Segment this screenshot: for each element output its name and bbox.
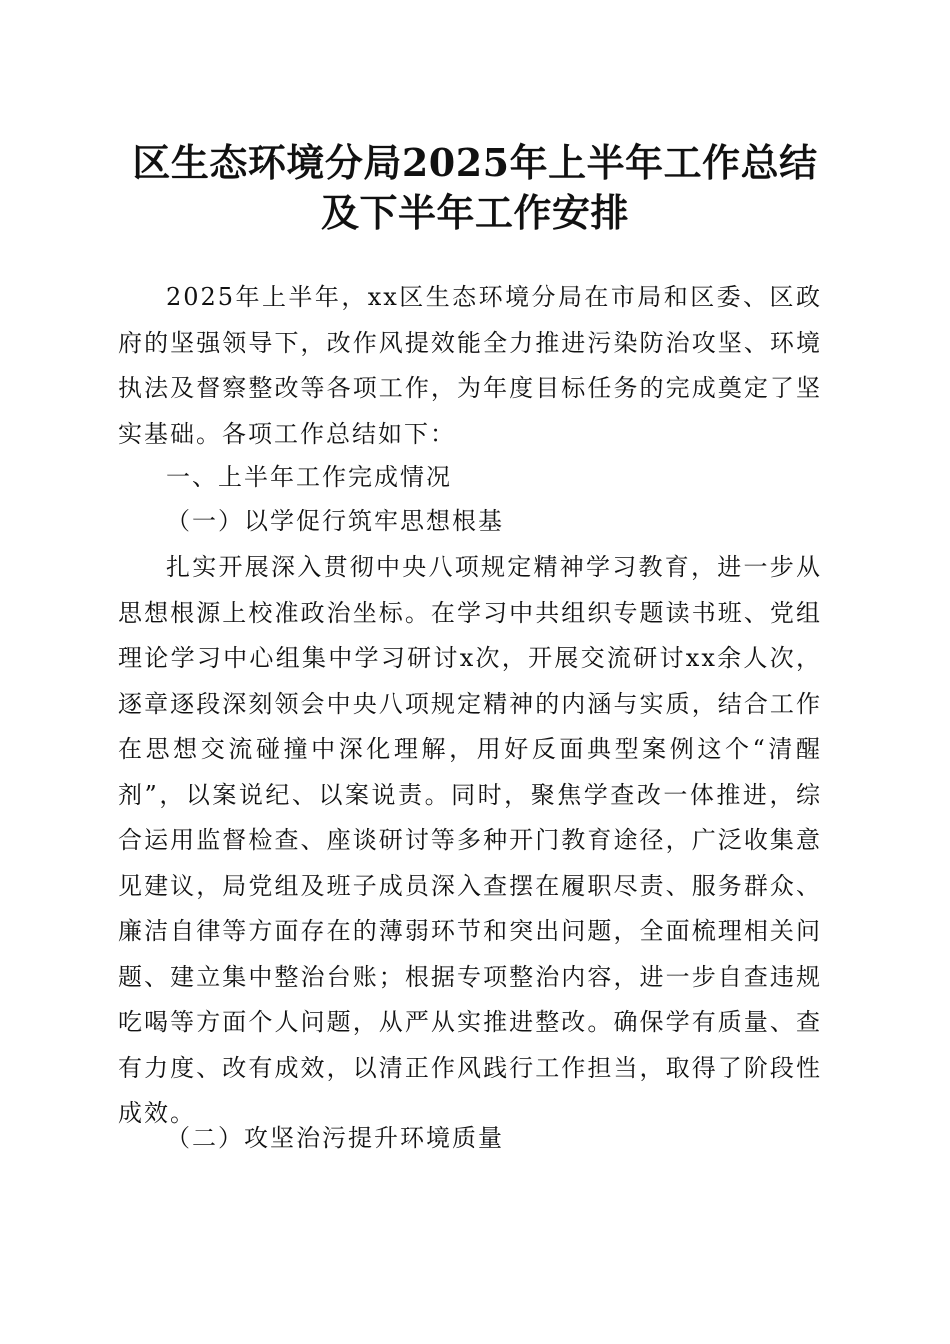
- document-title: 区生态环境分局2025年上半年工作总结及下半年工作安排: [132, 140, 818, 235]
- subsection-heading-2: （二）攻坚治污提升环境质量: [166, 1124, 504, 1152]
- subsection-1-paragraph: 扎实开展深入贯彻中央八项规定精神学习教育，进一步从思想根源上校准政治坐标。在学习中共组织专题读书班、党组理论学习中心组集中学习研讨x次，开展交流研讨xx余人次，逐章逐段深刻领会中央八项规定精神的内涵与实质，结合工作在思想交流碰撞中深化理解，用好反面典型案例这个“清醒剂”，以案说纪、以案说责。同时，聚焦学查改一体推进，综合运用监督检查、座谈研讨等多种开门教育途径，广泛收集意见建议，局党组及班子成员深入查摆在履职尽责、服务群众、廉洁自律等方面存在的薄弱环节和突出问题，全面梳理相关问题、建立集中整治台账；根据专项整治内容，进一步自查违规吃喝等方面个人问题，从严从实推进整改。确保学有质量、查有力度、改有成效，以清正作风践行工作担当，取得了阶段性成效。: [118, 553, 822, 1127]
- section-heading-1: 一、上半年工作完成情况: [166, 463, 452, 491]
- intro-paragraph: 2025年上半年，xx区生态环境分局在市局和区委、区政府的坚强领导下，改作风提效能全力推进污染防治攻坚、环境执法及督察整改等各项工作，为年度目标任务的完成奠定了坚实基础。各项工作总结如下：: [118, 283, 822, 448]
- subsection-heading-1: （一）以学促行筑牢思想根基: [166, 507, 504, 535]
